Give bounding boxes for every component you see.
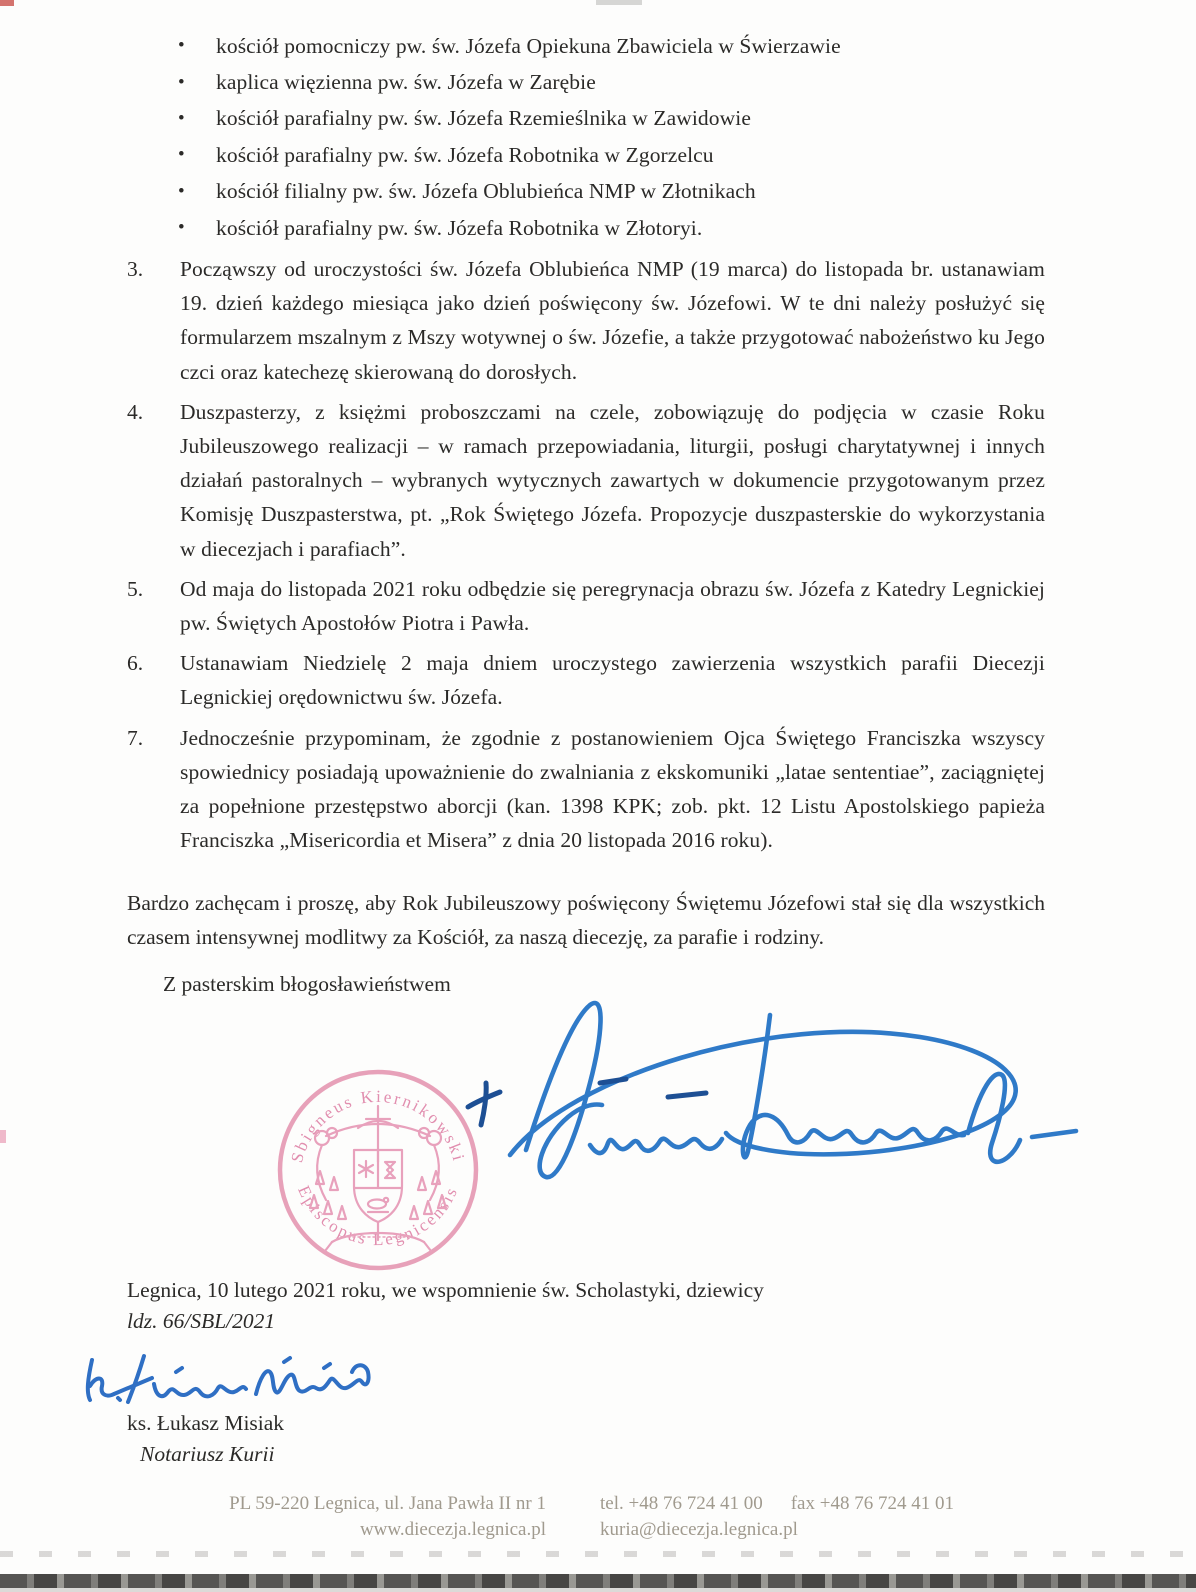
bishop-signature xyxy=(440,985,1140,1205)
numbered-item xyxy=(127,572,1045,640)
list-item xyxy=(178,64,841,100)
footer-website: www.diecezja.legnica.pl xyxy=(359,1519,546,1540)
bullet-icon: • xyxy=(178,144,185,166)
item-text: Od maja do listopada 2021 roku odbędzie się peregrynacja obrazu św. Józefa z Katedry Legnickiej pw. Świętych Apostołów Piotra i Pawła. xyxy=(180,576,1045,636)
stamp-bottom-text: Episcopus Legnicensis xyxy=(294,1182,462,1250)
notary-signature xyxy=(78,1342,378,1420)
list-item-text: kościół pomocniczy pw. św. Józefa Opiekuna Zbawiciela w Świerzawie xyxy=(216,33,841,58)
list-item-text: kościół parafialny pw. św. Józefa Rzemieślnika w Zawidowie xyxy=(216,106,751,131)
scan-artifact-top-left xyxy=(0,0,14,6)
notary-title: Notariusz Kurii xyxy=(140,1442,275,1466)
list-item xyxy=(178,137,841,173)
scan-artifact-bottom-fade xyxy=(0,1588,1196,1592)
notary-printed-name: ks. Łukasz Misiak xyxy=(127,1411,285,1435)
numbered-item xyxy=(127,252,1045,389)
stamp-top-text: Sbigneus Kiernikowski xyxy=(287,1086,469,1165)
item-number: 3. xyxy=(127,257,144,281)
notary-signature-strokes xyxy=(88,1356,369,1402)
item-number: 6. xyxy=(127,651,144,676)
bullet-icon: • xyxy=(178,107,185,129)
signature-cross-icon xyxy=(468,1083,500,1125)
list-item xyxy=(178,174,841,210)
numbered-paragraphs xyxy=(127,252,1045,863)
valediction-line: Z pasterskim błogosławieństwem xyxy=(163,972,451,996)
bullet-icon: • xyxy=(178,217,185,239)
numbered-item xyxy=(127,721,1045,858)
list-item xyxy=(178,28,841,64)
list-item xyxy=(178,210,841,246)
date-line: Legnica, 10 lutego 2021 roku, we wspomnienie św. Scholastyki, dziewicy xyxy=(127,1278,764,1302)
footer-phone: tel. +48 76 724 41 00 xyxy=(600,1493,763,1514)
item-text: Jednocześnie przypominam, że zgodnie z postanowieniem Ojca Świętego Franciszka wszyscy spowiednicy posiadają upoważnienie do zwalniania z ekskomuniki „latae sententiae”, zaciągniętej za popełnione przestępstwo aborcji (kan. 1398 KPK; zob. pkt. 12 Listu Apostolskiego papieża Franciszka „Misericordia et Misera” z dnia 20 listopada 2016 roku). xyxy=(180,725,1045,853)
item-number: 7. xyxy=(127,725,144,750)
scan-artifact-bottom-band xyxy=(0,1574,1196,1588)
list-item-text: kościół filialny pw. św. Józefa Oblubieńca NMP w Złotnikach xyxy=(216,179,756,204)
item-text: Począwszy od uroczystości św. Józefa Oblubieńca NMP (19 marca) do listopada br. ustanawiam 19. dzień każdego miesiąca jako dzień poświęcony św. Józefowi. W te dni należy posłużyć się formularzem mszalnym z Mszy wotywnej o św. Józefie, a także przygotować nabożeństwo ku Jego czci oraz katechezę skierowaną do dorosłych. xyxy=(180,257,1045,384)
bullet-icon: • xyxy=(178,71,185,93)
footer-address-block xyxy=(180,1491,546,1543)
signature-tick-strokes xyxy=(600,1079,706,1097)
item-number: 4. xyxy=(127,399,144,424)
item-number: 5. xyxy=(127,576,144,601)
scan-artifact-left-edge xyxy=(0,1130,6,1143)
list-item xyxy=(178,101,841,137)
bullet-icon: • xyxy=(178,35,185,57)
footer-contact-block xyxy=(600,1491,954,1543)
church-bullet-list xyxy=(178,28,841,246)
reference-number: ldz. 66/SBL/2021 xyxy=(127,1309,276,1333)
item-text: Ustanawiam Niedzielę 2 maja dniem uroczystego zawierzenia wszystkich parafii Diecezji Legnickiej orędownictwu św. Józefa. xyxy=(180,651,1045,710)
scan-artifact-top-center xyxy=(596,0,642,5)
footer-email: kuria@diecezja.legnica.pl xyxy=(600,1519,798,1540)
list-item-text: kościół parafialny pw. św. Józefa Robotnika w Złotoryi. xyxy=(216,215,703,240)
numbered-item xyxy=(127,646,1045,714)
bullet-icon: • xyxy=(178,180,185,202)
list-item-text: kaplica więzienna pw. św. Józefa w Zarębie xyxy=(216,70,596,95)
item-text: Duszpasterzy, z księżmi proboszczami na czele, zobowiązuję do podjęcia w czasie Roku Jubileuszowego realizacji – w ramach przepowiadania, liturgii, posługi charytatywnej i innych działań pastoralnych – wybranych wytycznych zawartych w dokumencie przygotowanym przez Komisję Duszpasterstwa, pt. „Rok Świętego Józefa. Propozycje duszpasterskie do wykorzystania w diecezjach i parafiach”. xyxy=(180,399,1045,561)
footer-fax: fax +48 76 724 41 01 xyxy=(790,1493,954,1514)
numbered-item xyxy=(127,395,1045,566)
scan-artifact-dotted-row xyxy=(0,1551,1196,1557)
footer-address: PL 59-220 Legnica, ul. Jana Pawła II nr 1 xyxy=(229,1493,546,1514)
signature-strokes xyxy=(510,1003,1076,1177)
closing-paragraph: Bardzo zachęcam i proszę, aby Rok Jubileuszowy poświęcony Świętemu Józefowi stał się dla wszystkich czasem intensywnej modlitwy za Kościół, za naszą diecezję, za parafie i rodziny. xyxy=(127,891,1045,950)
list-item-text: kościół parafialny pw. św. Józefa Robotnika w Zgorzelcu xyxy=(216,142,714,167)
